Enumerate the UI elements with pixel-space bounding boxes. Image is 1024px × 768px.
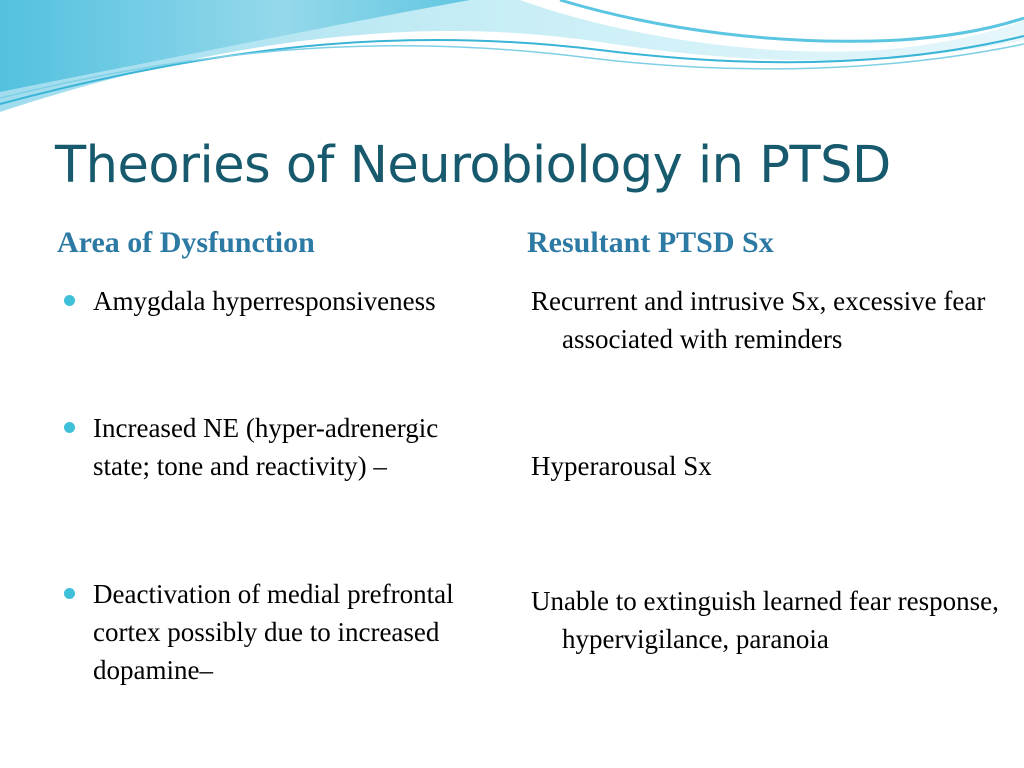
bullet-icon bbox=[64, 588, 75, 599]
bullet-icon bbox=[64, 295, 75, 306]
dysfunction-item-ne: Increased NE (hyper-adrenergic state; tone and reactivity) – bbox=[93, 413, 439, 481]
dysfunction-item-prefrontal: Deactivation of medial prefrontal cortex possibly due to increased dopamine– bbox=[93, 579, 454, 685]
sx-item-recurrent: Recurrent and intrusive Sx, excessive fear associated with reminders bbox=[531, 286, 986, 354]
left-column-heading: Area of Dysfunction bbox=[57, 226, 315, 259]
dysfunction-item-amygdala: Amygdala hyperresponsiveness bbox=[93, 286, 436, 316]
sx-item-extinguish: Unable to extinguish learned fear response, hypervigilance, paranoia bbox=[531, 586, 999, 654]
bullet-icon bbox=[64, 422, 75, 433]
right-column-heading: Resultant PTSD Sx bbox=[527, 226, 774, 259]
wave-header-decoration bbox=[0, 0, 1024, 120]
sx-item-hyperarousal: Hyperarousal Sx bbox=[531, 451, 712, 481]
slide-title: Theories of Neurobiology in PTSD bbox=[55, 136, 891, 195]
